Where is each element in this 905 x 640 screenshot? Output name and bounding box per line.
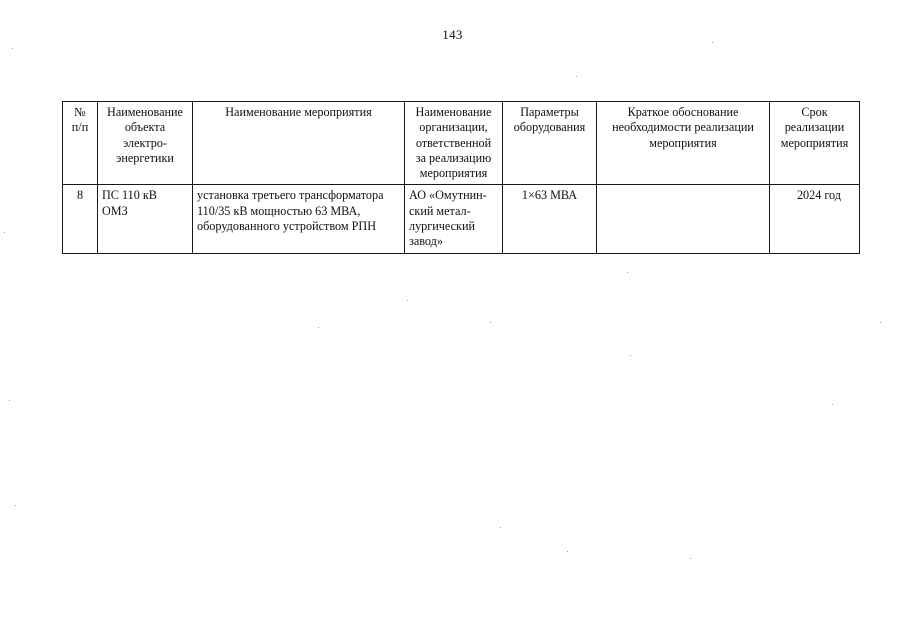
header-justification: Краткое обоснование необходимости реализации мероприятия xyxy=(597,102,770,185)
cell-measure-name: установка третьего трансформатора 110/35 кВ мощностью 63 МВА, оборудованного устройством РПН xyxy=(193,185,405,253)
header-organization: Наименование организации, ответственной за реализацию мероприятия xyxy=(405,102,503,185)
header-object-name: Наименование объекта электро- энергетики xyxy=(98,102,193,185)
page-number: 143 xyxy=(442,27,463,42)
header-number: № п/п xyxy=(63,102,98,185)
table-row xyxy=(63,185,860,253)
cell-equipment-parameters: 1×63 МВА xyxy=(503,185,597,253)
header-deadline: Срок реализации мероприятия xyxy=(770,102,860,185)
cell-object-name: ПС 110 кВ ОМЗ xyxy=(98,185,193,253)
table-header-row xyxy=(63,102,860,185)
header-equipment-parameters: Параметры оборудования xyxy=(503,102,597,185)
header-measure-name: Наименование мероприятия xyxy=(193,102,405,185)
cell-deadline: 2024 год xyxy=(770,185,860,253)
cell-justification xyxy=(597,185,770,253)
measures-table xyxy=(62,101,860,254)
cell-organization: АО «Омутнин- ский метал- лургический завод» xyxy=(405,185,503,253)
cell-number: 8 xyxy=(63,185,98,253)
